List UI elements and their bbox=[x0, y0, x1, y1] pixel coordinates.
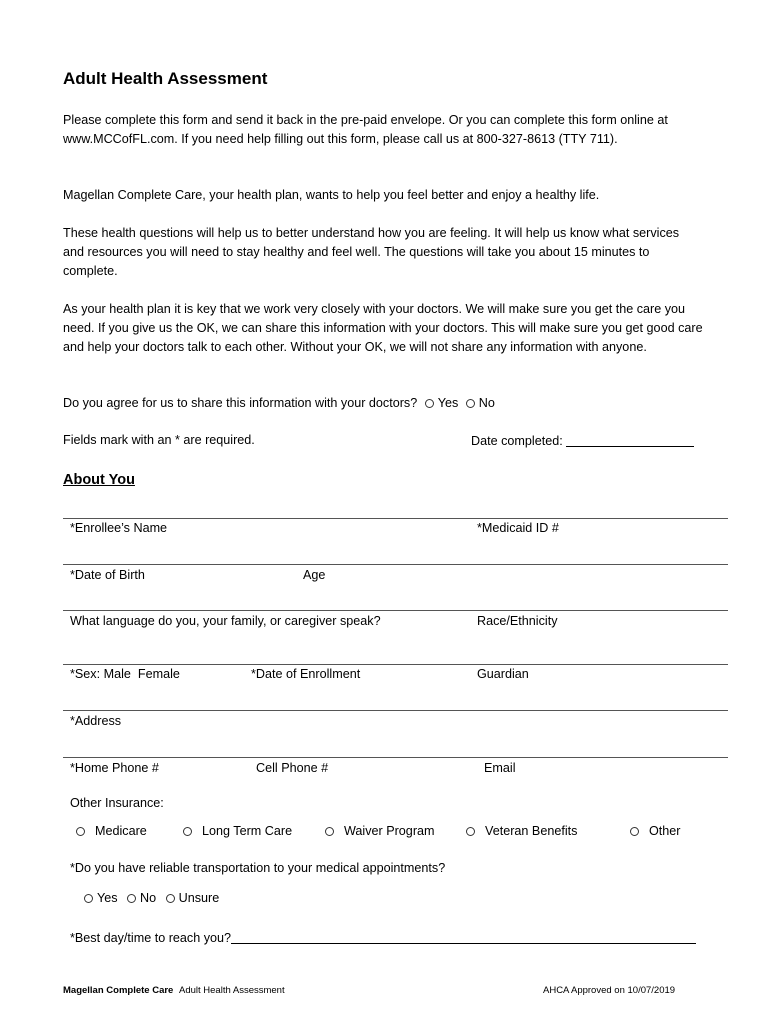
insurance-option-other[interactable] bbox=[630, 824, 681, 838]
transport-unsure-label: Unsure bbox=[178, 891, 220, 905]
section-title: About You bbox=[63, 472, 135, 488]
option-label: Medicare bbox=[95, 824, 147, 838]
insurance-option-veteran-benefits[interactable] bbox=[466, 824, 577, 838]
footer-approved: AHCA Approved on 10/07/2019 bbox=[543, 985, 676, 996]
enrollment-date-field[interactable]: *Date of Enrollment bbox=[251, 667, 361, 681]
divider bbox=[63, 757, 728, 758]
divider bbox=[63, 564, 728, 565]
radio-icon[interactable] bbox=[183, 827, 192, 836]
medicaid-id-field[interactable]: *Medicaid ID # bbox=[477, 521, 559, 535]
date-completed-input[interactable] bbox=[566, 433, 694, 447]
required-note: Fields mark with an * are required. bbox=[63, 433, 255, 447]
email-field[interactable]: Email bbox=[484, 761, 516, 775]
intro-paragraph-4: As your health plan it is key that we work very closely with your doctors. We will make sure you get the care you need. If you give us the OK, we can share this information with your doctors. This will make sure you get good care and help your doctors talk to each other. Without your OK, we will not share any information with anyone. bbox=[63, 302, 703, 354]
date-completed-row bbox=[471, 433, 694, 448]
insurance-option-waiver-program[interactable] bbox=[325, 824, 435, 838]
divider bbox=[63, 710, 728, 711]
transport-unsure-radio[interactable] bbox=[166, 894, 175, 903]
divider bbox=[63, 518, 728, 519]
consent-row bbox=[63, 396, 495, 410]
radio-icon[interactable] bbox=[325, 827, 334, 836]
radio-icon[interactable] bbox=[466, 827, 475, 836]
transport-yes-label: Yes bbox=[97, 891, 118, 905]
transport-question: *Do you have reliable transportation to your medical appointments? bbox=[70, 861, 446, 875]
footer-left bbox=[63, 985, 285, 996]
option-label: Waiver Program bbox=[344, 824, 435, 838]
insurance-label: Other Insurance: bbox=[70, 796, 164, 810]
footer-brand: Magellan Complete Care bbox=[63, 985, 174, 996]
address-field[interactable]: *Address bbox=[70, 714, 122, 728]
age-field[interactable]: Age bbox=[303, 568, 326, 582]
consent-yes-radio[interactable] bbox=[425, 399, 434, 408]
date-completed-label: Date completed: bbox=[471, 434, 563, 448]
transport-no-label: No bbox=[140, 891, 157, 905]
intro-paragraph-3: These health questions will help us to better understand how you are feeling. It will help us know what services and resources you will need to stay healthy and feel well. The questions will take you about 15 minutes to complete. bbox=[63, 226, 680, 278]
best-time-input[interactable] bbox=[231, 930, 696, 944]
transport-yes-radio[interactable] bbox=[84, 894, 93, 903]
best-time-row bbox=[70, 930, 696, 945]
option-label: Veteran Benefits bbox=[485, 824, 578, 838]
cell-phone-field[interactable]: Cell Phone # bbox=[256, 761, 329, 775]
radio-icon[interactable] bbox=[630, 827, 639, 836]
intro-paragraph-1: Please complete this form and send it back in the pre-paid envelope. Or you can complete this form online at www.MCCofFL.com. If you need help filling out this form, please call us at 800-327-8613 (TTY 711). bbox=[63, 113, 668, 146]
consent-no-radio[interactable] bbox=[466, 399, 475, 408]
language-field[interactable]: What language do you, your family, or caregiver speak? bbox=[70, 614, 381, 628]
guardian-field[interactable]: Guardian bbox=[477, 667, 529, 681]
best-time-label: *Best day/time to reach you? bbox=[70, 931, 232, 945]
sex-field[interactable]: *Sex: Male Female bbox=[70, 667, 180, 681]
insurance-option-long-term-care[interactable] bbox=[183, 824, 292, 838]
option-label: Long Term Care bbox=[202, 824, 293, 838]
insurance-option-medicare[interactable] bbox=[76, 824, 147, 838]
radio-icon[interactable] bbox=[76, 827, 85, 836]
intro-paragraph-2: Magellan Complete Care, your health plan, wants to help you feel better and enjoy a healthy life. bbox=[63, 188, 600, 202]
transport-no-radio[interactable] bbox=[127, 894, 136, 903]
consent-question: Do you agree for us to share this information with your doctors? bbox=[63, 396, 418, 410]
consent-yes-label: Yes bbox=[437, 396, 459, 410]
footer-doc-title: Adult Health Assessment bbox=[178, 985, 285, 996]
race-field[interactable]: Race/Ethnicity bbox=[477, 614, 558, 628]
option-label: Other bbox=[649, 824, 681, 838]
consent-no-label: No bbox=[478, 396, 495, 410]
transport-options bbox=[84, 891, 219, 905]
page-title: Adult Health Assessment bbox=[63, 69, 268, 88]
divider bbox=[63, 664, 728, 665]
divider bbox=[63, 610, 728, 611]
home-phone-field[interactable]: *Home Phone # bbox=[70, 761, 159, 775]
dob-field[interactable]: *Date of Birth bbox=[70, 568, 145, 582]
enrollee-name-field[interactable]: *Enrollee’s Name bbox=[70, 521, 168, 535]
